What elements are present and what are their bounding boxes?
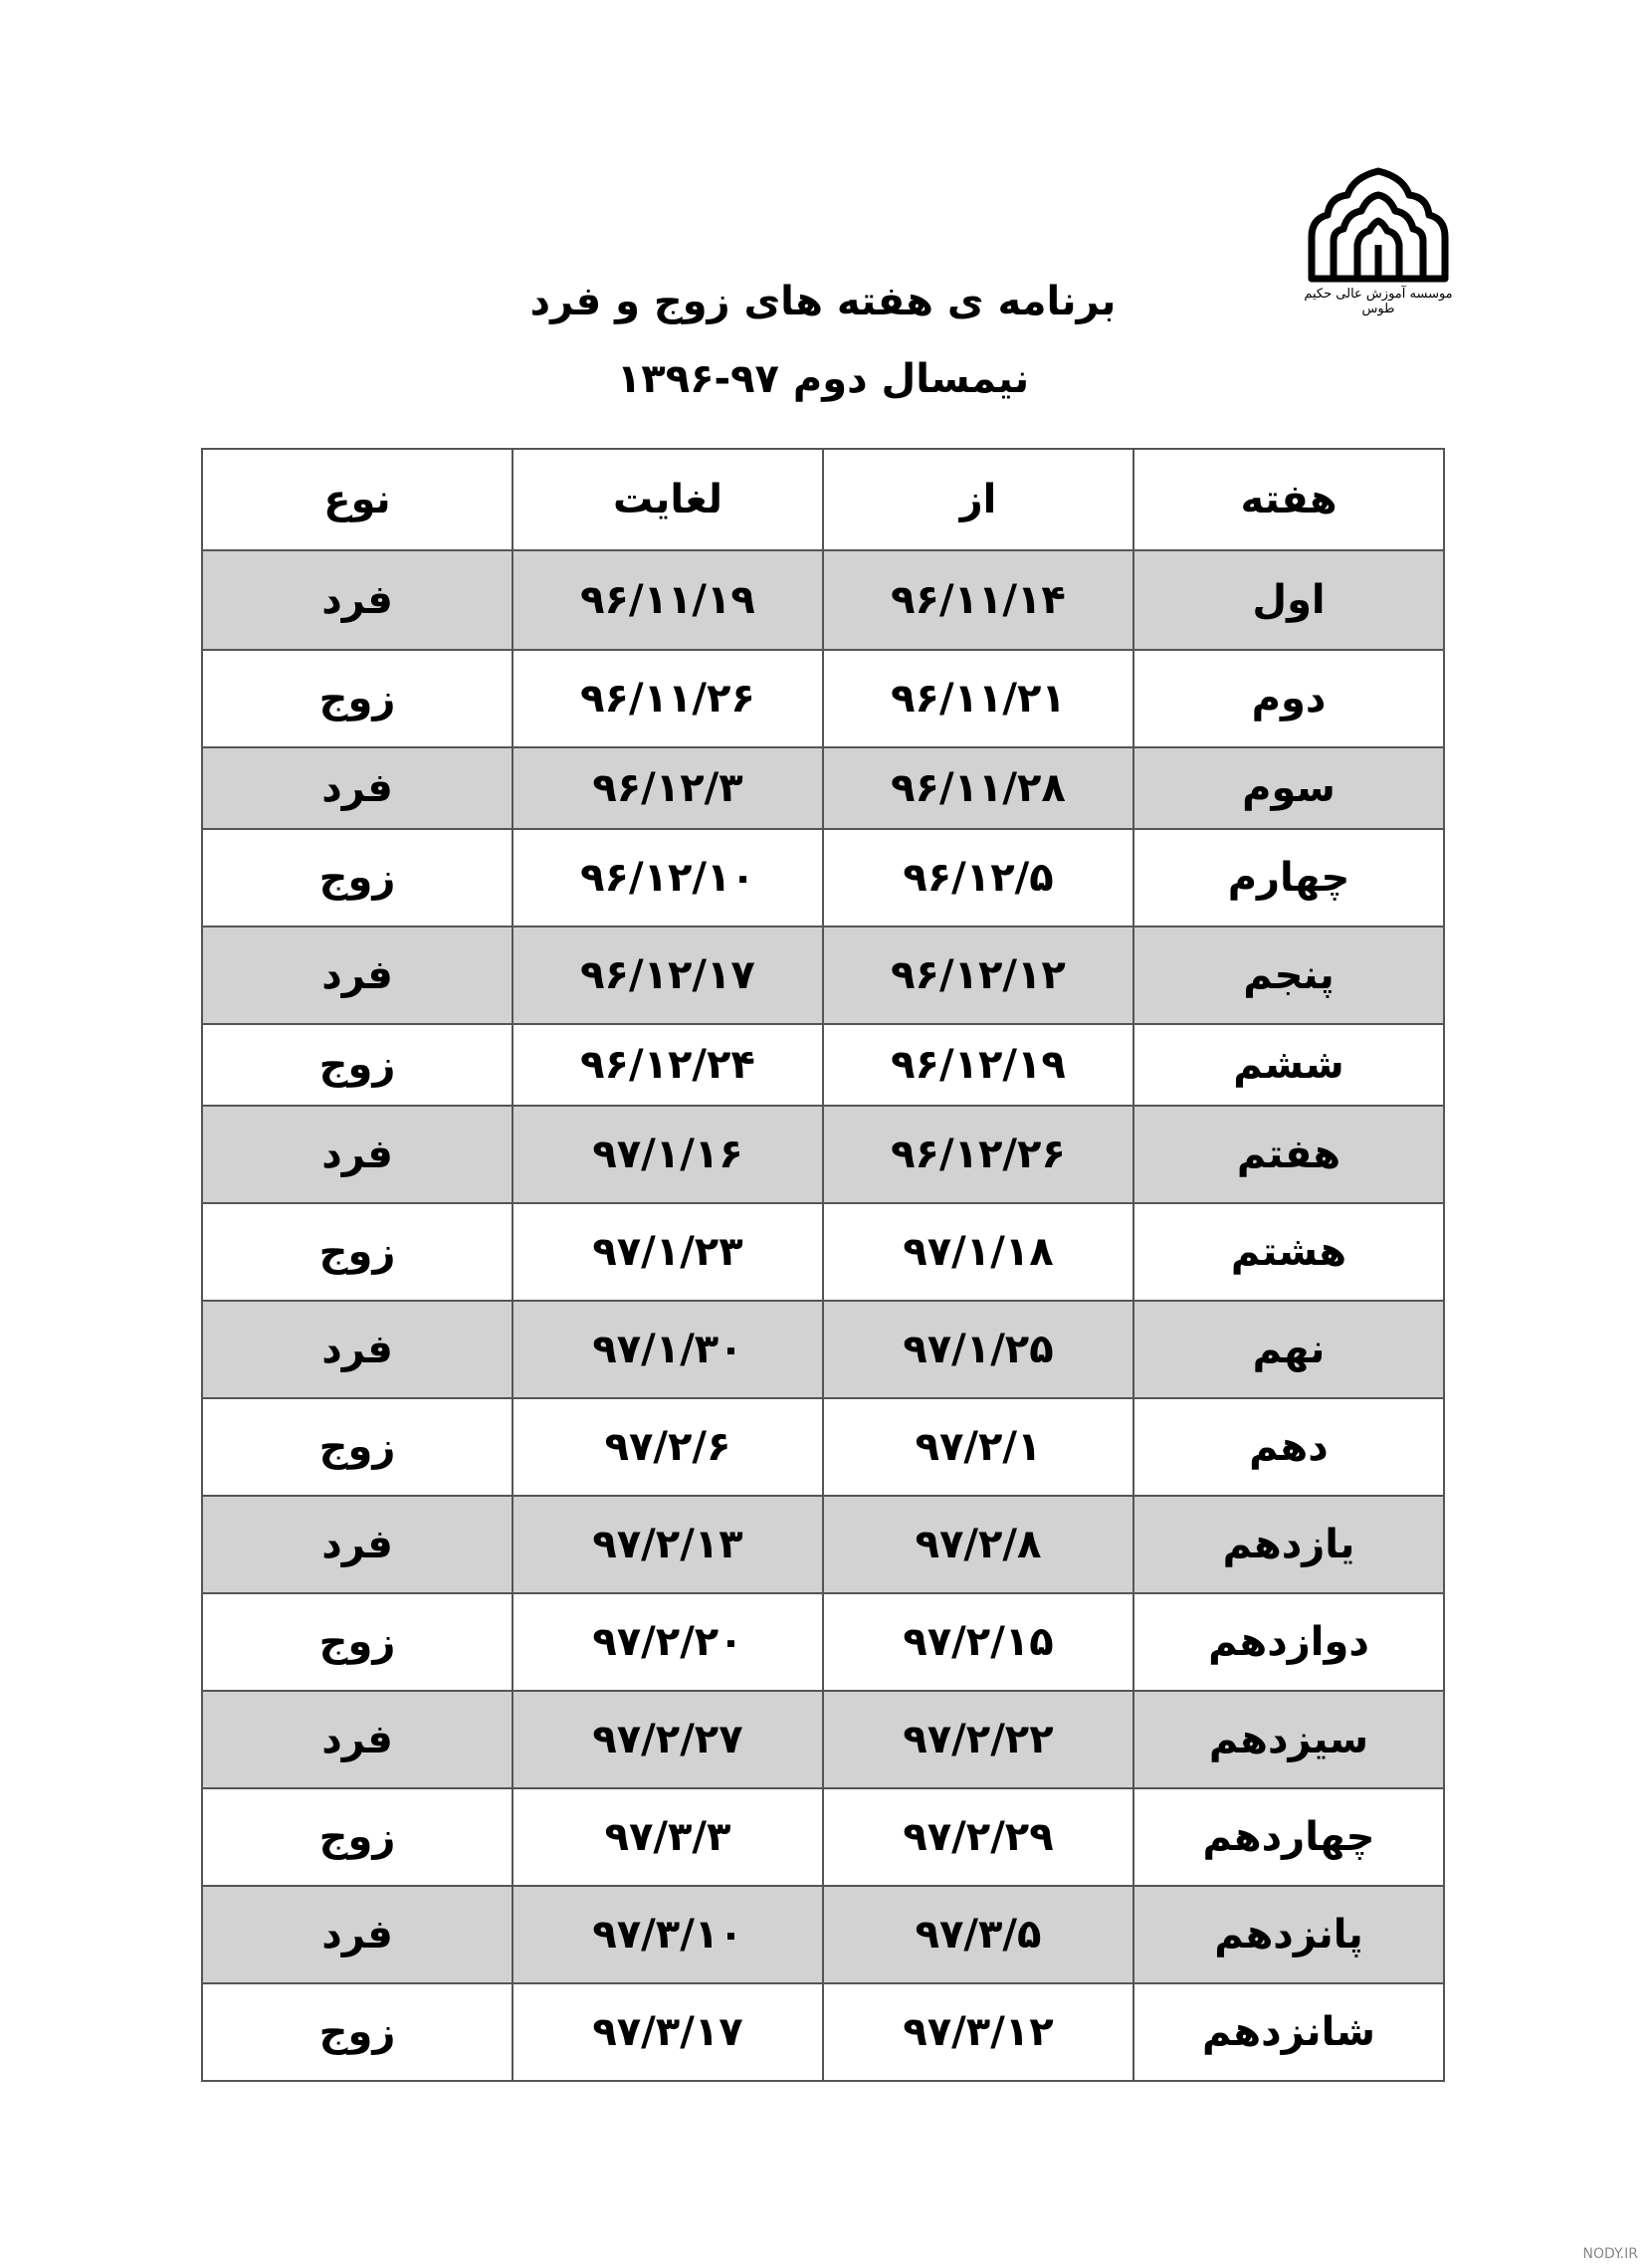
cell-from: ۹۷/۱/۲۵ [823, 1301, 1133, 1398]
cell-to: ۹۷/۱/۱۶ [513, 1106, 823, 1203]
cell-type: فرد [202, 747, 513, 829]
cell-type: فرد [202, 1496, 513, 1593]
table-row [202, 1398, 1444, 1496]
cell-to: ۹۷/۱/۳۰ [513, 1301, 823, 1398]
cell-from: ۹۷/۲/۲۲ [823, 1691, 1133, 1788]
cell-week: شانزدهم [1133, 1983, 1444, 2081]
week-schedule-table [201, 448, 1445, 2082]
table-row [202, 927, 1444, 1024]
cell-from: ۹۷/۲/۱ [823, 1398, 1133, 1496]
table-row [202, 829, 1444, 927]
cell-week: دهم [1133, 1398, 1444, 1496]
table-row [202, 1301, 1444, 1398]
cell-from: ۹۶/۱۲/۵ [823, 829, 1133, 927]
cell-week: دوازدهم [1133, 1593, 1444, 1691]
page-title: برنامه ی هفته های زوج و فرد [529, 279, 1117, 324]
cell-week: چهارم [1133, 829, 1444, 927]
cell-from: ۹۶/۱۲/۲۶ [823, 1106, 1133, 1203]
watermark: NODY.IR [1582, 2246, 1638, 2262]
cell-from: ۹۶/۱۱/۱۴ [823, 550, 1133, 650]
header-to: لغایت [513, 449, 823, 550]
cell-week: پنجم [1133, 927, 1444, 1024]
cell-from: ۹۶/۱۲/۱۹ [823, 1024, 1133, 1106]
cell-week: سوم [1133, 747, 1444, 829]
cell-week: هفتم [1133, 1106, 1444, 1203]
cell-type: زوج [202, 1398, 513, 1496]
cell-type: فرد [202, 1301, 513, 1398]
cell-type: زوج [202, 1024, 513, 1106]
table-row [202, 1024, 1444, 1106]
table-row [202, 550, 1444, 650]
header-type: نوع [202, 449, 513, 550]
table-row [202, 1983, 1444, 2081]
cell-to: ۹۷/۲/۱۳ [513, 1496, 823, 1593]
cell-to: ۹۶/۱۱/۲۶ [513, 650, 823, 747]
table-row [202, 650, 1444, 747]
cell-to: ۹۶/۱۱/۱۹ [513, 550, 823, 650]
cell-to: ۹۷/۲/۶ [513, 1398, 823, 1496]
page-subtitle: نیمسال دوم ۹۷-۱۳۹۶ [616, 356, 1030, 402]
cell-from: ۹۷/۲/۱۵ [823, 1593, 1133, 1691]
cell-from: ۹۷/۳/۵ [823, 1886, 1133, 1983]
table-row [202, 747, 1444, 829]
cell-from: ۹۷/۲/۸ [823, 1496, 1133, 1593]
cell-type: زوج [202, 1593, 513, 1691]
table-row [202, 1886, 1444, 1983]
cell-week: اول [1133, 550, 1444, 650]
cell-type: فرد [202, 1886, 513, 1983]
table-row [202, 1593, 1444, 1691]
cell-week: نهم [1133, 1301, 1444, 1398]
cell-type: زوج [202, 1983, 513, 2081]
cell-to: ۹۶/۱۲/۱۷ [513, 927, 823, 1024]
cell-to: ۹۶/۱۲/۳ [513, 747, 823, 829]
cell-week: پانزدهم [1133, 1886, 1444, 1983]
table-row [202, 1691, 1444, 1788]
cell-from: ۹۶/۱۱/۲۸ [823, 747, 1133, 829]
cell-week: یازدهم [1133, 1496, 1444, 1593]
cell-to: ۹۷/۱/۲۳ [513, 1203, 823, 1301]
cell-type: فرد [202, 927, 513, 1024]
cell-to: ۹۶/۱۲/۱۰ [513, 829, 823, 927]
table-row [202, 1203, 1444, 1301]
cell-week: چهاردهم [1133, 1788, 1444, 1886]
table-row [202, 1496, 1444, 1593]
cell-type: فرد [202, 1691, 513, 1788]
cell-from: ۹۷/۱/۱۸ [823, 1203, 1133, 1301]
cell-week: سیزدهم [1133, 1691, 1444, 1788]
cell-to: ۹۷/۳/۱۰ [513, 1886, 823, 1983]
cell-type: فرد [202, 550, 513, 650]
cell-type: فرد [202, 1106, 513, 1203]
cell-from: ۹۷/۲/۲۹ [823, 1788, 1133, 1886]
cell-to: ۹۷/۲/۲۷ [513, 1691, 823, 1788]
table-row [202, 1106, 1444, 1203]
cell-type: زوج [202, 650, 513, 747]
cell-to: ۹۶/۱۲/۲۴ [513, 1024, 823, 1106]
cell-from: ۹۶/۱۱/۲۱ [823, 650, 1133, 747]
cell-to: ۹۷/۳/۱۷ [513, 1983, 823, 2081]
cell-week: ششم [1133, 1024, 1444, 1106]
cell-from: ۹۶/۱۲/۱۲ [823, 927, 1133, 1024]
cell-week: هشتم [1133, 1203, 1444, 1301]
mosque-dome-icon [1304, 167, 1453, 287]
cell-week: دوم [1133, 650, 1444, 747]
table-header-row [202, 449, 1444, 550]
cell-from: ۹۷/۳/۱۲ [823, 1983, 1133, 2081]
logo-caption: موسسه آموزش عالی حکیم طوس [1304, 287, 1453, 316]
table-row [202, 1788, 1444, 1886]
cell-to: ۹۷/۲/۲۰ [513, 1593, 823, 1691]
cell-type: زوج [202, 1203, 513, 1301]
cell-to: ۹۷/۳/۳ [513, 1788, 823, 1886]
cell-type: زوج [202, 829, 513, 927]
header-week: هفته [1133, 449, 1444, 550]
cell-type: زوج [202, 1788, 513, 1886]
header-from: از [823, 449, 1133, 550]
